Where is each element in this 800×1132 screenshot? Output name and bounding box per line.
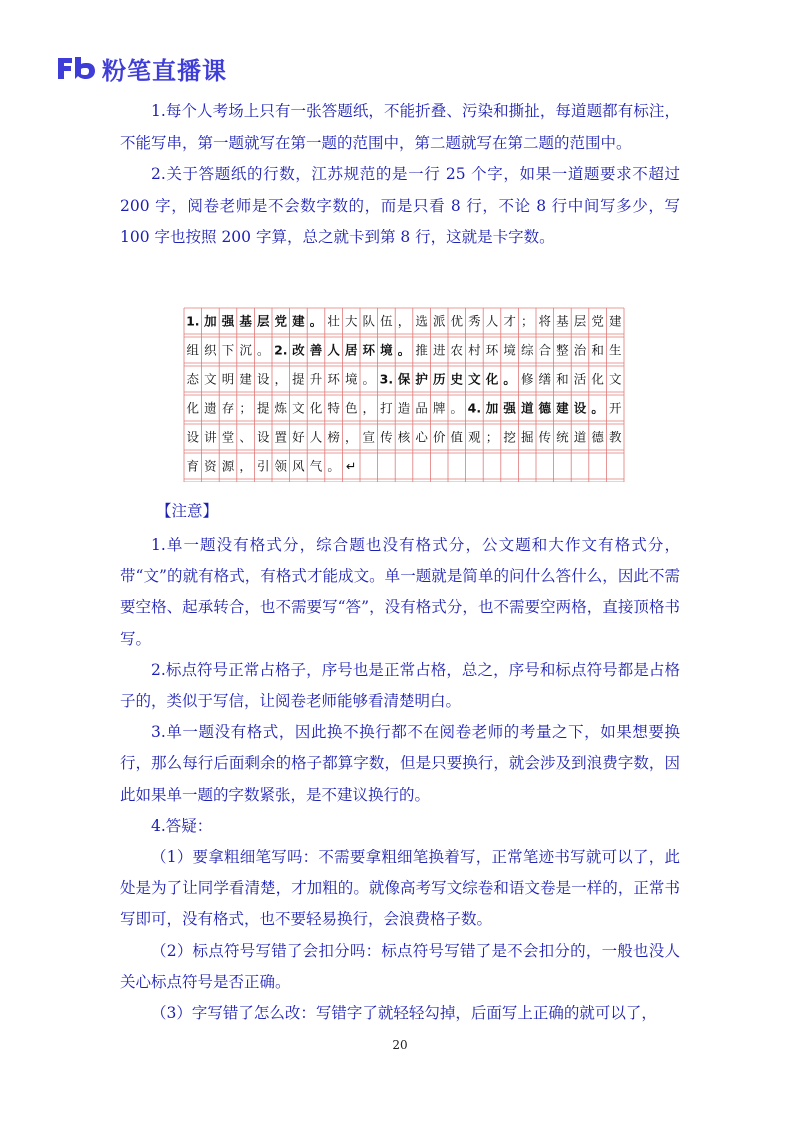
grid-char: 观 (468, 429, 481, 445)
note-paragraph-7: （3）字写错了怎么改：写错字了就轻轻勾掉，后面写上正确的就可以了， (151, 1004, 657, 1023)
sample-answer-grid (180, 302, 628, 482)
grid-char: 缮 (538, 371, 552, 387)
grid-char: 基 (239, 313, 252, 329)
grid-char: 设 (256, 429, 270, 445)
grid-char: 下 (221, 342, 235, 358)
grid-char: 提 (256, 400, 270, 416)
grid-char: 态 (186, 371, 200, 387)
grid-char: 德 (591, 429, 604, 445)
grid-char: 值 (450, 429, 464, 445)
note-paragraph-4: 4.答疑： (151, 816, 213, 835)
grid-char: 层 (256, 313, 270, 329)
grid-char: 基 (556, 313, 569, 329)
grid-char: 传 (380, 429, 393, 445)
grid-char: 改 (292, 342, 305, 358)
grid-char: 壮 (327, 313, 340, 329)
grid-char: 榜 (327, 429, 340, 445)
grid-char: 伍 (380, 313, 393, 329)
note-paragraph-3: 3.单一题没有格式，因此换不换行都不在阅卷老师的考量之下，如果想要换行，那么每行后面剩余的格子都算字数，但是只要换行，就会涉及到浪费字数，因此如果单一题的字数紧张，是不建议换行的。 (120, 723, 680, 804)
grid-char: 优 (450, 313, 464, 329)
grid-char: 进 (432, 342, 446, 358)
grid-char: 德 (538, 400, 552, 416)
grid-char: 宣 (362, 429, 376, 445)
grid-char: 生 (608, 342, 622, 358)
grid-char: 明 (221, 371, 235, 387)
grid-char: 源 (221, 458, 235, 474)
grid-char: 境 (380, 342, 393, 358)
grid-char: 牌 (432, 400, 446, 416)
grid-char: 加 (485, 400, 499, 416)
fenbi-logo-icon (56, 55, 96, 81)
grid-char: 开 (608, 400, 622, 416)
grid-char: 存 (221, 400, 235, 416)
grid-char: 好 (292, 429, 305, 445)
grid-char: 善 (309, 342, 323, 358)
grid-char: 合 (538, 342, 552, 358)
grid-char: 色 (344, 400, 358, 416)
grid-char: 育 (186, 458, 200, 474)
grid-char: 。 (591, 400, 604, 416)
grid-char: 。 (327, 458, 340, 474)
grid-char: 挖 (503, 429, 516, 445)
grid-char: 建 (239, 371, 252, 387)
grid-char: 织 (204, 342, 217, 358)
grid-char: 层 (573, 313, 587, 329)
grid-char: 文 (292, 400, 305, 416)
grid-char: 农 (450, 342, 464, 358)
grid-char: 1. (186, 313, 200, 329)
grid-char: 护 (415, 371, 428, 387)
note-paragraph-5: （1）要拿粗细笔写吗：不需要拿粗细笔换着写，正常笔迹书写就可以了，此处是为了让同学看清楚，才加粗的。就像高考写文综卷和语文卷是一样的，正常书写即可，没有格式，也不要轻易换行，会浪费格子数。 (120, 848, 680, 929)
grid-char: 资 (204, 458, 217, 474)
intro-section (120, 96, 680, 254)
grid-char: 队 (362, 313, 376, 329)
paragraph-end-mark: ↵ (345, 458, 357, 474)
grid-char: 风 (292, 458, 305, 474)
grid-char: 人 (327, 342, 340, 358)
grid-char: 才 (503, 313, 516, 329)
grid-char: ， (362, 400, 376, 416)
grid-char: 推 (415, 342, 428, 358)
grid-char: 化 (186, 400, 200, 416)
grid-char: 保 (397, 371, 411, 387)
grid-char: 将 (538, 313, 552, 329)
grid-char: 境 (344, 371, 358, 387)
grid-char: 大 (344, 313, 358, 329)
grid-char: 秀 (468, 313, 481, 329)
grid-char: 特 (327, 400, 340, 416)
intro-paragraph-1: 1.每个人考场上只有一张答题纸，不能折叠、污染和撕扯，每道题都有标注，不能写串，第一题就写在第一题的范围中，第二题就写在第二题的范围中。 (120, 102, 680, 152)
grid-char: 心 (415, 429, 428, 445)
grid-char: 史 (450, 371, 464, 387)
grid-char: 品 (415, 400, 428, 416)
grid-char: 核 (397, 429, 411, 445)
grid-char: 打 (380, 400, 393, 416)
grid-char: 环 (362, 342, 376, 358)
grid-char: 2. (274, 342, 288, 358)
grid-char: 村 (468, 342, 481, 358)
grid-char: 提 (292, 371, 305, 387)
grid-char: 3. (379, 371, 394, 387)
grid-char: 。 (450, 400, 464, 416)
grid-char: 和 (591, 342, 604, 358)
grid-char: 化 (591, 371, 604, 387)
note-section (120, 498, 680, 1029)
grid-char: ， (239, 458, 252, 474)
grid-char: 人 (309, 429, 323, 445)
note-paragraph-6: （2）标点符号写错了会扣分吗：标点符号写错了是不会扣分的，一般也没人关心标点符号是否正确。 (120, 941, 680, 991)
grid-char: 治 (573, 342, 587, 358)
grid-char: 整 (556, 342, 569, 358)
header (56, 52, 227, 84)
note-heading: 【注意】 (156, 502, 219, 520)
grid-char: 修 (520, 371, 534, 387)
grid-char: 设 (256, 371, 270, 387)
page-number: 20 (392, 1038, 408, 1052)
grid-char: ， (397, 313, 411, 329)
grid-char: 人 (485, 313, 499, 329)
grid-char: 造 (397, 400, 411, 416)
grid-char: 。 (503, 371, 516, 387)
grid-char: 遗 (204, 400, 217, 416)
grid-char: 置 (274, 429, 288, 445)
grid-char: ， (344, 429, 358, 445)
grid-char: 。 (256, 342, 270, 358)
grid-char: 设 (186, 429, 200, 445)
grid-char: 传 (538, 429, 552, 445)
grid-char: 环 (327, 371, 340, 387)
grid-char: 设 (573, 400, 587, 416)
grid-char: 选 (415, 313, 428, 329)
intro-paragraph-2: 2.关于答题纸的行数，江苏规范的是一行 25 个字，如果一道题要求不超过 200 字，阅卷老师是不会数字数的，而是只看 8 行，不论 8 行中间写多少，写 100 字也按照 200 字算，总之就卡到第 8 行，这就是卡字数。 (120, 165, 680, 246)
grid-char: 沉 (239, 342, 252, 358)
grid-char: 文 (468, 371, 481, 387)
grid-char: 文 (204, 371, 217, 387)
answer-sheet-grid (180, 302, 628, 482)
grid-char: 领 (274, 458, 288, 474)
grid-char: 境 (503, 342, 516, 358)
grid-char: 强 (503, 400, 516, 416)
grid-char: 加 (204, 313, 217, 329)
grid-char: 综 (520, 342, 534, 358)
grid-char: 升 (309, 371, 323, 387)
brand-name: 粉笔直播课 (102, 56, 227, 85)
grid-char: 文 (608, 371, 622, 387)
grid-char: 和 (556, 371, 569, 387)
grid-char: 组 (186, 342, 200, 358)
grid-char: 强 (221, 313, 235, 329)
grid-char: 党 (274, 313, 288, 329)
grid-char: 讲 (204, 429, 217, 445)
grid-char: 建 (292, 313, 305, 329)
grid-char: 4. (467, 400, 482, 416)
grid-char: 、 (239, 429, 252, 445)
grid-char: 教 (608, 429, 622, 445)
grid-char: ； (520, 313, 534, 329)
grid-char: 掘 (520, 429, 534, 445)
note-paragraph-2: 2.标点符号正常占格子，序号也是正常占格，总之，序号和标点符号都是占格子的，类似于写信，让阅卷老师能够看清楚明白。 (120, 660, 680, 711)
grid-char: 化 (485, 371, 499, 387)
grid-char: 建 (556, 400, 569, 416)
grid-char: 堂 (221, 429, 235, 445)
grid-char: 统 (556, 429, 569, 445)
grid-char: ； (239, 400, 252, 416)
grid-char: 道 (520, 400, 534, 416)
note-paragraph-1: 1.单一题没有格式分，综合题也没有格式分，公文题和大作文有格式分，带“文”的就有格式，有格式才能成文。单一题就是简单的问什么答什么，因此不需要空格、起承转合，也不需要写“答”，没有格式分，也不需要空两格，直接顶格书写。 (120, 536, 680, 648)
grid-char: ； (485, 429, 499, 445)
grid-char: 。 (397, 342, 411, 358)
grid-char: 。 (362, 371, 376, 387)
grid-char: 派 (432, 313, 446, 329)
grid-char: ， (274, 371, 288, 387)
grid-char: 党 (591, 313, 604, 329)
grid-char: 化 (309, 400, 323, 416)
grid-char: 引 (256, 458, 270, 474)
grid-char: 。 (309, 313, 323, 329)
grid-char: 炼 (274, 400, 288, 416)
grid-char: 活 (573, 371, 587, 387)
grid-char: 价 (432, 429, 446, 445)
grid-char: 历 (432, 371, 446, 387)
grid-char: 建 (608, 313, 622, 329)
grid-char: 环 (485, 342, 499, 358)
grid-char: 道 (573, 429, 587, 445)
grid-char: 气 (309, 458, 323, 474)
grid-char: 居 (344, 342, 358, 358)
